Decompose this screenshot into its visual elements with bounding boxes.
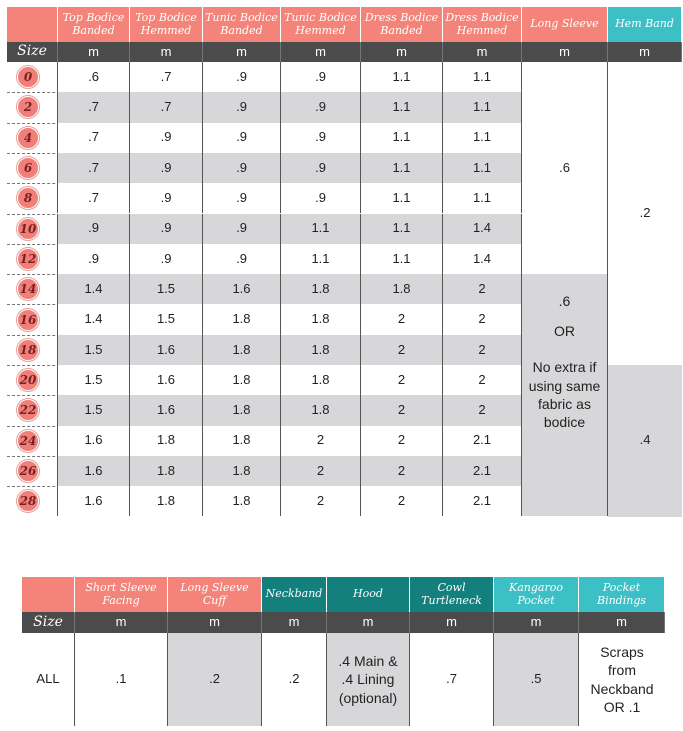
value-cell: .9 — [281, 62, 361, 92]
value-cell: 1.8 — [361, 274, 443, 304]
long-sleeve-note-1: .6 — [558, 293, 571, 310]
size-column-label: Size — [7, 42, 58, 62]
unit-label-3: m — [203, 42, 281, 62]
unit-label-5: m — [361, 42, 443, 62]
accessory-value-4: .4 Main & .4 Lining (optional) — [327, 633, 410, 726]
value-cell: 1.4 — [58, 304, 130, 334]
value-cell: 1.1 — [361, 92, 443, 122]
value-cell: 2 — [281, 426, 361, 456]
value-cell: 1.1 — [361, 183, 443, 213]
long-sleeve-large-sizes — [522, 274, 608, 516]
value-cell: 1.1 — [281, 244, 361, 274]
value-cell: 2 — [361, 335, 443, 365]
value-cell: 2.1 — [443, 456, 522, 486]
column-header-4: Tunic Bodice Hemmed — [281, 7, 361, 42]
value-cell: 1.6 — [130, 335, 203, 365]
accessory-header-corner — [22, 577, 75, 612]
value-cell: .9 — [203, 62, 281, 92]
value-cell: 1.8 — [281, 335, 361, 365]
value-cell: .9 — [130, 183, 203, 213]
value-cell: .7 — [58, 153, 130, 183]
value-cell: .9 — [203, 183, 281, 213]
accessory-unit-1: m — [75, 612, 168, 633]
value-cell: 1.8 — [281, 395, 361, 425]
size-badge-6: 6 — [17, 157, 39, 179]
value-cell: .9 — [203, 123, 281, 153]
value-cell: 1.1 — [361, 123, 443, 153]
value-cell: 2 — [281, 456, 361, 486]
value-cell: 1.6 — [58, 486, 130, 516]
size-badge-10: 10 — [17, 218, 39, 240]
value-cell: 1.8 — [203, 395, 281, 425]
accessory-header-6: Kangaroo Pocket — [494, 577, 579, 612]
unit-label-1: m — [58, 42, 130, 62]
accessory-unit-6: m — [494, 612, 579, 633]
accessory-unit-3: m — [262, 612, 327, 633]
column-header-5: Dress Bodice Banded — [361, 7, 443, 42]
value-cell: .9 — [203, 244, 281, 274]
size-badge-20: 20 — [17, 369, 39, 391]
value-cell: 1.8 — [130, 486, 203, 516]
value-cell: .9 — [130, 214, 203, 244]
value-cell: .7 — [58, 92, 130, 122]
size-badge-26: 26 — [17, 460, 39, 482]
value-cell: .9 — [58, 214, 130, 244]
column-header-7: Long Sleeve — [522, 7, 608, 42]
accessory-header-4: Hood — [327, 577, 410, 612]
accessory-unit-7: m — [579, 612, 665, 633]
value-cell: 2 — [443, 304, 522, 334]
value-cell: 1.1 — [443, 183, 522, 213]
accessory-value-1: .1 — [75, 633, 168, 726]
value-cell: .9 — [281, 123, 361, 153]
value-cell: 1.6 — [203, 274, 281, 304]
long-sleeve-small-sizes: .6 — [522, 62, 608, 274]
value-cell: 1.8 — [203, 365, 281, 395]
value-cell: 1.5 — [130, 304, 203, 334]
value-cell: .7 — [130, 92, 203, 122]
value-cell: 1.5 — [58, 365, 130, 395]
accessory-header-2: Long Sleeve Cuff — [168, 577, 262, 612]
value-cell: 1.6 — [130, 395, 203, 425]
value-cell: 1.6 — [130, 365, 203, 395]
value-cell: 2 — [361, 395, 443, 425]
long-sleeve-note-3: No extra if using same fabric as bodice — [528, 359, 601, 431]
value-cell: .9 — [281, 92, 361, 122]
size-badge-2: 2 — [17, 96, 39, 118]
value-cell: 1.8 — [130, 426, 203, 456]
hem-band-large-sizes: .4 — [608, 365, 682, 517]
value-cell: 2.1 — [443, 426, 522, 456]
value-cell: 1.1 — [443, 62, 522, 92]
accessory-unit-2: m — [168, 612, 262, 633]
value-cell: 1.5 — [58, 395, 130, 425]
value-cell: 1.8 — [203, 456, 281, 486]
value-cell: .9 — [130, 123, 203, 153]
value-cell: .7 — [130, 62, 203, 92]
value-cell: 1.1 — [443, 123, 522, 153]
value-cell: 1.8 — [203, 304, 281, 334]
value-cell: .9 — [203, 92, 281, 122]
long-sleeve-note-2: OR — [554, 323, 575, 340]
value-cell: .9 — [58, 244, 130, 274]
value-cell: 1.8 — [281, 365, 361, 395]
accessory-row-label: ALL — [22, 633, 75, 726]
value-cell: .6 — [58, 62, 130, 92]
value-cell: 2 — [281, 486, 361, 516]
value-cell: 1.6 — [58, 426, 130, 456]
value-cell: 1.8 — [203, 486, 281, 516]
value-cell: 1.1 — [361, 153, 443, 183]
size-badge-0: 0 — [17, 66, 39, 88]
value-cell: 1.1 — [281, 214, 361, 244]
accessory-size-label: Size — [22, 612, 75, 633]
unit-label-2: m — [130, 42, 203, 62]
value-cell: .9 — [203, 214, 281, 244]
value-cell: 2 — [443, 395, 522, 425]
accessory-value-3: .2 — [262, 633, 327, 726]
value-cell: .7 — [58, 123, 130, 153]
size-badge-22: 22 — [17, 399, 39, 421]
value-cell: 1.8 — [281, 274, 361, 304]
value-cell: 2 — [443, 365, 522, 395]
unit-label-7: m — [522, 42, 608, 62]
size-badge-8: 8 — [17, 187, 39, 209]
accessory-header-5: Cowl Turtleneck — [410, 577, 494, 612]
accessory-value-6: .5 — [494, 633, 579, 726]
unit-label-4: m — [281, 42, 361, 62]
size-badge-16: 16 — [17, 309, 39, 331]
value-cell: 1.4 — [443, 214, 522, 244]
value-cell: 1.1 — [443, 153, 522, 183]
value-cell: 1.5 — [58, 335, 130, 365]
size-badge-14: 14 — [17, 278, 39, 300]
unit-label-8: m — [608, 42, 682, 62]
value-cell: 1.5 — [130, 274, 203, 304]
accessory-value-7: Scraps from Neckband OR .1 — [579, 633, 665, 726]
column-header-2: Top Bodice Hemmed — [130, 7, 203, 42]
value-cell: 2 — [443, 335, 522, 365]
column-header-6: Dress Bodice Hemmed — [443, 7, 522, 42]
column-header-1: Top Bodice Banded — [58, 7, 130, 42]
value-cell: 1.1 — [361, 62, 443, 92]
column-header-8: Hem Band — [608, 7, 682, 42]
value-cell: 1.8 — [130, 456, 203, 486]
column-header-3: Tunic Bodice Banded — [203, 7, 281, 42]
value-cell: 2.1 — [443, 486, 522, 516]
accessory-unit-4: m — [327, 612, 410, 633]
size-badge-28: 28 — [17, 490, 39, 512]
accessory-header-7: Pocket Bindings — [579, 577, 665, 612]
value-cell: .7 — [58, 183, 130, 213]
value-cell: 1.6 — [58, 456, 130, 486]
value-cell: 2 — [361, 426, 443, 456]
accessory-unit-5: m — [410, 612, 494, 633]
value-cell: 1.8 — [203, 335, 281, 365]
size-badge-4: 4 — [17, 127, 39, 149]
accessory-header-3: Neckband — [262, 577, 327, 612]
size-badge-18: 18 — [17, 339, 39, 361]
header-corner — [7, 7, 58, 42]
value-cell: 2 — [361, 304, 443, 334]
value-cell: .9 — [130, 153, 203, 183]
accessory-value-5: .7 — [410, 633, 494, 726]
value-cell: .9 — [130, 244, 203, 274]
value-cell: 1.4 — [58, 274, 130, 304]
value-cell: 2 — [361, 456, 443, 486]
value-cell: 2 — [443, 274, 522, 304]
value-cell: .9 — [281, 153, 361, 183]
unit-label-6: m — [443, 42, 522, 62]
value-cell: .9 — [281, 183, 361, 213]
value-cell: 1.1 — [443, 92, 522, 122]
value-cell: .9 — [203, 153, 281, 183]
size-badge-12: 12 — [17, 248, 39, 270]
accessory-header-1: Short Sleeve Facing — [75, 577, 168, 612]
hem-band-small-sizes: .2 — [608, 62, 682, 365]
size-badge-24: 24 — [17, 430, 39, 452]
value-cell: 1.8 — [281, 304, 361, 334]
value-cell: 2 — [361, 365, 443, 395]
value-cell: 1.1 — [361, 244, 443, 274]
value-cell: 2 — [361, 486, 443, 516]
accessory-value-2: .2 — [168, 633, 262, 726]
value-cell: 1.4 — [443, 244, 522, 274]
value-cell: 1.1 — [361, 214, 443, 244]
value-cell: 1.8 — [203, 426, 281, 456]
